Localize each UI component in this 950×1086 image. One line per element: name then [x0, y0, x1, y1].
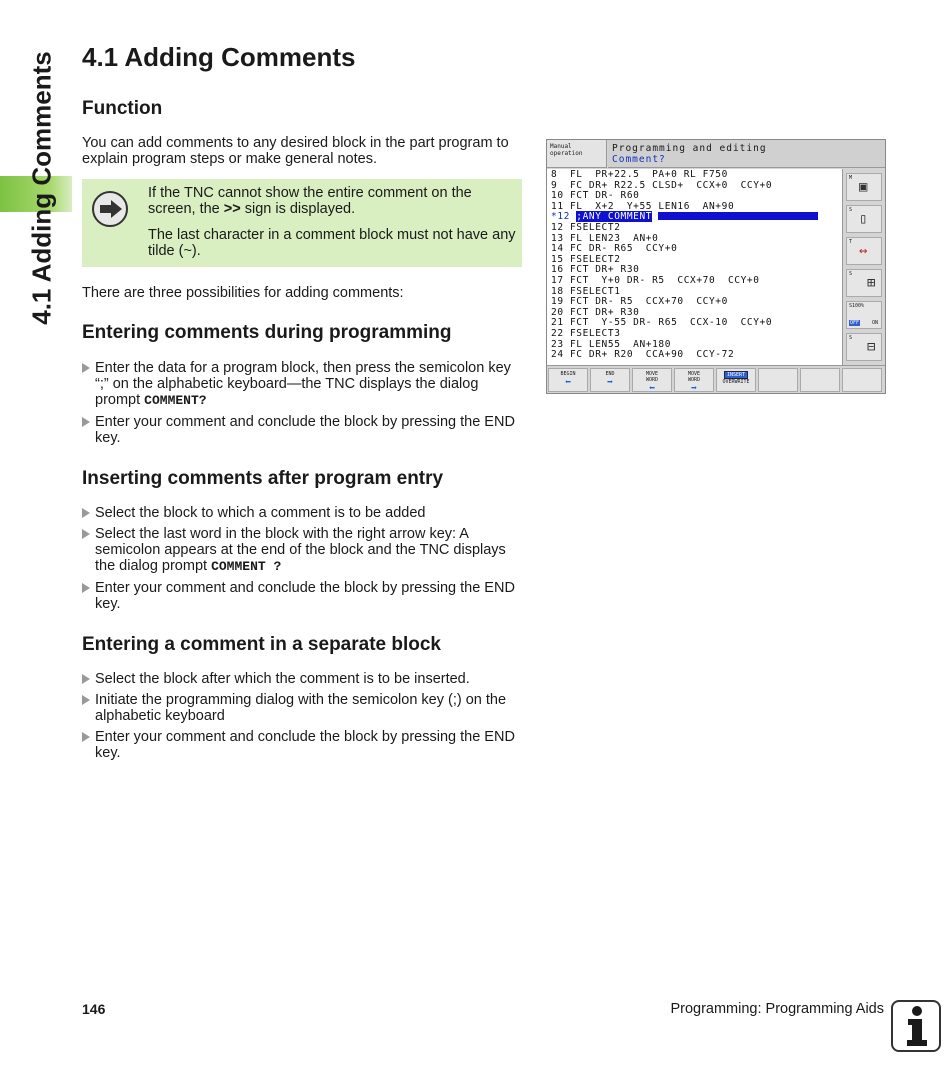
program-line: 13 FL LEN23 AN+0 [551, 232, 659, 244]
softkey-s-minus: S ⊟ [846, 333, 882, 361]
function-intro: You can add comments to any desired block in the part program to explain program steps or make general notes. [82, 135, 509, 167]
softkey-end: END ➡ [590, 368, 630, 392]
tnc-vertical-softkeys [842, 169, 885, 365]
during-programming-heading: Entering comments during programming [82, 322, 452, 343]
program-line: 20 FCT DR+ R30 [551, 306, 640, 318]
program-line: 11 FL X+2 Y+55 LEN16 AN+90 [551, 200, 735, 212]
softkey-empty [800, 368, 840, 392]
tnc-program-listing [547, 169, 842, 365]
program-line: 12 FSELECT2 [551, 221, 621, 233]
program-line: 14 FC DR- R65 CCY+0 [551, 243, 678, 255]
program-line: 15 FSELECT2 [551, 253, 621, 265]
tnc-title-bar: Programming and editing Comment? [608, 140, 885, 168]
tnc-softkey-bar [547, 365, 885, 393]
softkey-empty [842, 368, 882, 392]
softkey-insert-overwrite: INSERT OVERWRITE [716, 368, 756, 392]
note-box [82, 179, 522, 267]
info-icon [891, 1000, 941, 1052]
list-item: Enter your comment and conclude the block by pressing the END key. [82, 414, 524, 446]
after-entry-steps [82, 505, 524, 617]
note-line-1: If the TNC cannot show the entire comment on the screen, the >> sign is displayed. [148, 185, 472, 217]
softkey-s-spindle: S ▯ [846, 205, 882, 233]
program-line: 24 FC DR+ R20 CCA+90 CCY-72 [551, 349, 735, 361]
program-line: 19 FCT DR- R5 CCX+70 CCY+0 [551, 296, 728, 308]
softkey-override: S100% OFF ON [846, 301, 882, 329]
page-number: 146 [82, 1001, 106, 1017]
separate-block-steps [82, 671, 524, 766]
list-item: Enter the data for a program block, then press the semicolon key “;” on the alphabetic keyboard—the TNC displays the dialog prompt COMMENT? [82, 360, 524, 409]
program-line: 17 FCT Y+0 DR- R5 CCX+70 CCY+0 [551, 274, 760, 286]
softkey-m: M ▣ [846, 173, 882, 201]
program-line: 9 FC DR+ R22.5 CLSD+ CCX+0 CCY+0 [551, 179, 773, 191]
tnc-mode-label: Manual operation [547, 140, 607, 168]
after-entry-heading: Inserting comments after program entry [82, 468, 444, 489]
program-line: 21 FCT Y-55 DR- R65 CCX-10 CCY+0 [551, 317, 773, 329]
program-line-active: *12 ;ANY COMMENT [551, 212, 842, 223]
sidebar-chapter-title: 4.1 Adding Comments [26, 51, 57, 325]
tnc-dialog-prompt: Comment? [612, 154, 666, 165]
arrow-right-icon [92, 191, 128, 227]
list-item: Select the block to which a comment is to be added [82, 505, 524, 521]
footer-chapter-title: Programming: Programming Aids [670, 1001, 884, 1017]
program-line: 8 FL PR+22.5 PA+0 RL F750 [551, 169, 728, 180]
program-line: 16 FCT DR+ R30 [551, 264, 640, 276]
section-title: 4.1 Adding Comments [82, 42, 356, 72]
list-item: Initiate the programming dialog with the semicolon key (;) on the alphabetic keyboard [82, 692, 524, 724]
softkey-empty [758, 368, 798, 392]
softkey-t-tool: T ↔ [846, 237, 882, 265]
possibilities-text: There are three possibilities for adding comments: [82, 285, 404, 301]
during-programming-steps [82, 360, 524, 451]
separate-block-heading: Entering a comment in a separate block [82, 634, 441, 655]
tnc-screen [546, 139, 886, 394]
softkey-move-word-right: MOVE WORD ➡ [674, 368, 714, 392]
list-item: Enter your comment and conclude the block by pressing the END key. [82, 580, 524, 612]
function-heading: Function [82, 98, 163, 119]
list-item: Select the last word in the block with the right arrow key: A semicolon appears at the end of the block and the TNC displays the dialog prompt COMMENT ? [82, 526, 524, 575]
note-line-2: The last character in a comment block must not have any tilde (~). [148, 227, 516, 259]
program-line: 23 FL LEN55 AN+180 [551, 338, 672, 350]
softkey-move-word-left: MOVE WORD ⬅ [632, 368, 672, 392]
softkey-begin: BEGIN ⬅ [548, 368, 588, 392]
list-item: Select the block after which the comment is to be inserted. [82, 671, 524, 687]
program-line: 18 FSELECT1 [551, 285, 621, 297]
program-line: 10 FCT DR- R60 [551, 190, 640, 202]
program-line: 22 FSELECT3 [551, 327, 621, 339]
list-item: Enter your comment and conclude the block by pressing the END key. [82, 729, 524, 761]
softkey-s-plus: S ⊞ [846, 269, 882, 297]
